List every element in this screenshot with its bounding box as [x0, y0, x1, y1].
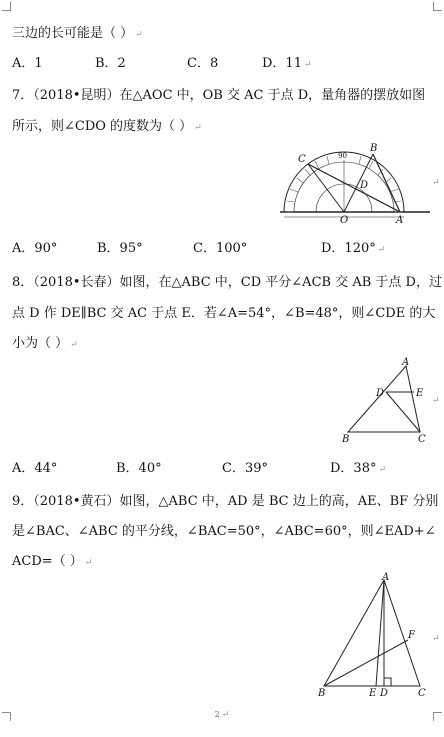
q6-option-c: C．8 — [187, 56, 219, 71]
q9-stem-line1: 9．（2018•黄石）如图，△ABC 中，AD 是 BC 边上的高，AE、BF 分别 — [12, 494, 439, 509]
q6-option-d: D．11 ↵ — [262, 56, 312, 71]
q8-option-a: A．44° — [12, 461, 58, 476]
q6-option-a: A．1 — [12, 56, 43, 71]
q7-stem-line1: 7．（2018•昆明）在△AOC 中，OB 交 AC 于点 D，量角器的摆放如图 — [12, 88, 426, 103]
corner-mark-top-right — [433, 2, 442, 11]
q8-option-b: B．40° — [116, 461, 162, 476]
q7-label-b: B — [370, 143, 378, 154]
q7-stem-line2: 所示，则∠CDO 的度数为（ ） ↵ — [12, 119, 202, 134]
q8-label-b: B — [342, 434, 350, 445]
q7-option-c: C．100° — [193, 241, 248, 256]
q8-label-e: E — [416, 388, 424, 399]
q6-stem-end: 三边的长可能是（ ） ↵ — [12, 26, 143, 41]
q8-triangle-figure — [340, 356, 430, 446]
q9-triangle-figure — [316, 572, 428, 698]
q8-stem-line3: 小为（ ） ↵ — [12, 336, 78, 351]
q9-label-f: F — [408, 630, 415, 641]
q7-option-d: D．120° ↵ — [321, 241, 386, 256]
q9-figure-return: ↵ — [432, 634, 440, 644]
q9-stem-line2: 是∠BAC、∠ABC 的平分线，∠BAC=50°，∠ABC=60°，则∠EAD+∠ — [12, 524, 436, 539]
q7-figure-return: ↵ — [432, 178, 440, 188]
q9-label-a: A — [382, 572, 390, 583]
q8-label-a: A — [402, 357, 410, 368]
q7-option-b: B．95° — [97, 241, 143, 256]
q7-protractor-figure — [280, 142, 430, 224]
q7-label-c: C — [298, 154, 306, 165]
q9-label-d: D — [380, 688, 389, 698]
q7-scale-90: 90 — [338, 152, 347, 160]
q7-label-o: O — [340, 215, 349, 224]
q8-option-d: D．38° ↵ — [330, 461, 387, 476]
q9-label-e: E — [369, 688, 377, 698]
q8-stem-line1: 8．（2018•长春）如图，在△ABC 中，CD 平分∠ACB 交 AB 于点 D，过 — [12, 275, 442, 290]
q9-label-c: C — [418, 688, 426, 698]
q7-option-a: A．90° — [12, 241, 58, 256]
q9-stem-line3: ACD=（ ） ↵ — [12, 554, 93, 569]
q8-label-c: C — [418, 434, 426, 445]
page-number: 2 ↵ — [214, 710, 230, 720]
q8-figure-return: ↵ — [432, 396, 440, 406]
q8-stem-line2: 点 D 作 DE∥BC 交 AC 于点 E．若∠A=54°，∠B=48°，则∠CDE 的大 — [12, 306, 436, 321]
q7-label-a: A — [396, 215, 404, 224]
q6-option-b: B．2 — [95, 56, 126, 71]
corner-mark-top-left — [2, 2, 11, 11]
q8-label-d: D — [376, 388, 385, 399]
q8-option-c: C．39° — [222, 461, 268, 476]
q7-label-d: D — [360, 180, 369, 191]
q9-label-b: B — [318, 688, 326, 698]
